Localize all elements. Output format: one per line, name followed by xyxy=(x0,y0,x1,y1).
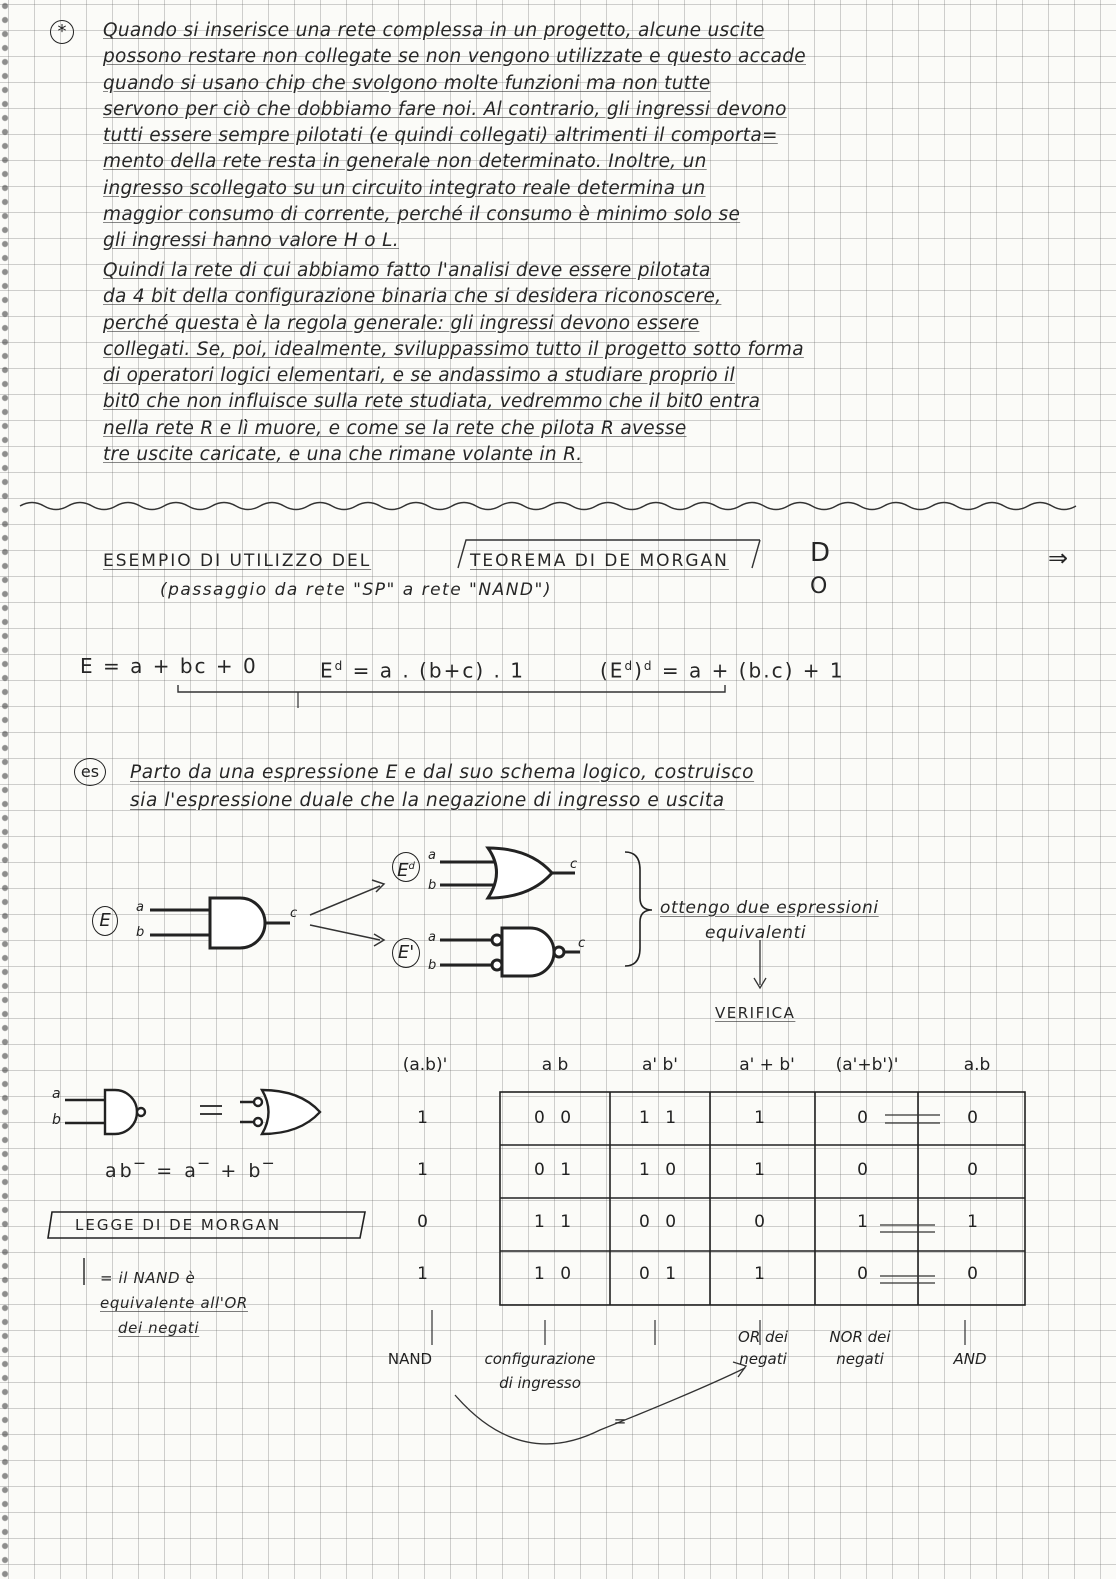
text-line: mento della rete resta in generale non determinato. Inoltre, un xyxy=(103,151,707,173)
text-line: maggior consumo di corrente, perché il consumo è minimo solo se xyxy=(103,204,741,226)
es-line-2: sia l'espressione duale che la negazione di ingresso e uscita xyxy=(130,790,725,811)
text-line: gli ingressi hanno valore H o L. xyxy=(103,230,399,252)
nand-output-c: c xyxy=(578,936,586,951)
split-arrows xyxy=(310,886,380,940)
edd-sup2: d xyxy=(643,659,654,673)
text-line: tutti essere sempre pilotati (e quindi collegati) altrimenti il comporta= xyxy=(103,125,778,147)
foot-nand: NAND xyxy=(387,1350,433,1368)
cell-a-b: 1 1 xyxy=(533,1212,577,1232)
dual-rhs: = a . (b+c) . 1 xyxy=(352,658,525,683)
cell-a-b: 1 0 xyxy=(533,1264,577,1284)
cell-a-b-neg: 0 1 xyxy=(638,1264,682,1284)
circuit-e-dual-label xyxy=(392,852,420,882)
header-a-b-negated: a' b' xyxy=(642,1055,678,1075)
cell-a-b-neg: 1 0 xyxy=(638,1160,682,1180)
circuit-e-label xyxy=(92,906,118,936)
cell-and: 0 xyxy=(967,1160,983,1180)
foot-or-2: negati xyxy=(739,1350,787,1368)
margin-glyph-top: D xyxy=(810,538,831,568)
law-note-line-1: = il NAND è xyxy=(100,1269,196,1287)
wavy-separator xyxy=(20,503,1076,510)
or-output-c: c xyxy=(570,857,578,872)
ed-label-sup: d xyxy=(408,861,415,872)
cell-and: 0 xyxy=(967,1108,983,1128)
nand-cell: 1 xyxy=(417,1160,433,1180)
expression-e: E = a + bc + 0 xyxy=(80,654,258,678)
law-note-line-3: dei negati xyxy=(118,1319,200,1337)
text-line: bit0 che non influisce sulla rete studiata, vedremmo che il bit0 entra xyxy=(103,391,761,413)
text-line: possono restare non collegate se non vengono utilizzate e questo accade xyxy=(103,46,806,68)
side-gate-input-a: a xyxy=(52,1086,61,1102)
header-nor-negated: (a'+b')' xyxy=(835,1055,899,1075)
text-line: da 4 bit della configurazione binaria che si desidera riconoscere, xyxy=(103,286,722,308)
and-output-c: c xyxy=(290,906,298,921)
text-line: perché questa è la regola generale: gli ingressi devono essere xyxy=(103,312,700,334)
nand-cell: 0 xyxy=(417,1212,433,1232)
e-label-text: E xyxy=(99,910,111,931)
cell-a-b: 0 1 xyxy=(533,1160,577,1180)
side-or-gate-negated xyxy=(240,1090,320,1134)
e-symbol: E xyxy=(320,658,335,683)
cell-a-b-neg: 1 1 xyxy=(638,1108,682,1128)
header-nand: (a.b)' xyxy=(402,1055,448,1075)
nand-gate-e-prime xyxy=(440,928,580,976)
nand-input-a: a xyxy=(428,930,436,945)
text-line: collegati. Se, poi, idealmente, sviluppassimo tutto il progetto sotto forma xyxy=(103,338,804,360)
header-a-b: a b xyxy=(541,1055,569,1075)
dual-sup: d xyxy=(334,659,345,673)
edd-sup1: d xyxy=(624,659,635,673)
foot-nor-2: negati xyxy=(836,1350,884,1368)
margin-glyph-bottom: O xyxy=(810,574,828,599)
text-line: quando si usano chip che svolgono molte funzioni ma non tutte xyxy=(103,72,711,94)
cell-a-b-neg: 0 0 xyxy=(638,1212,682,1232)
foot-config-2: di ingresso xyxy=(499,1374,581,1392)
text-line: nella rete R e lì muore, e come se la rete che pilota R avesse xyxy=(103,417,687,439)
edd-rhs: = a + (b.c) + 1 xyxy=(661,658,845,683)
cell-or-neg: 1 xyxy=(754,1264,770,1284)
text-line: Quando si inserisce una rete complessa in un progetto, alcune uscite xyxy=(103,20,765,41)
text-line: tre uscite caricate, e una che rimane volante in R. xyxy=(103,444,583,466)
or-input-b: b xyxy=(428,878,437,893)
brace-note-line-2: equivalenti xyxy=(705,923,807,943)
de-morgan-law-label: LEGGE DI DE MORGAN xyxy=(75,1216,282,1234)
cell-or-neg: 1 xyxy=(754,1108,770,1128)
header-and: a.b xyxy=(963,1055,991,1075)
foot-and: AND xyxy=(953,1350,987,1368)
cell-nor-neg: 0 xyxy=(857,1108,873,1128)
side-nand-gate xyxy=(65,1090,145,1134)
cell-nor-neg: 0 xyxy=(857,1160,873,1180)
asterisk-glyph: * xyxy=(57,21,67,42)
foot-equals: = xyxy=(613,1412,627,1430)
or-input-a: a xyxy=(428,848,436,863)
de-morgan-theorem-label: TEOREMA DI DE MORGAN xyxy=(470,551,729,571)
cell-or-neg: 0 xyxy=(754,1212,770,1232)
text-line: servono per ciò che dobbiamo fare noi. Al contrario, gli ingressi devono xyxy=(103,98,787,120)
foot-config-1: configurazione xyxy=(484,1350,596,1368)
theorem-frame xyxy=(458,540,760,568)
ep-label-text: E' xyxy=(397,942,415,963)
side-gate-input-b: b xyxy=(52,1112,61,1128)
nand-cell: 1 xyxy=(417,1264,433,1284)
or-gate-e-dual xyxy=(440,848,578,898)
verifica-label: VERIFICA xyxy=(715,1004,796,1022)
foot-nor-1: NOR dei xyxy=(829,1328,891,1346)
right-brace xyxy=(625,852,652,966)
continue-arrow: ⇒ xyxy=(1048,544,1069,572)
cell-nor-neg: 1 xyxy=(857,1212,873,1232)
brace-note-line-1: ottengo due espressioni xyxy=(660,898,879,918)
cell-nor-neg: 0 xyxy=(857,1264,873,1284)
cell-and: 1 xyxy=(967,1212,983,1232)
cell-and: 0 xyxy=(967,1264,983,1284)
nand-input-b: b xyxy=(428,958,437,973)
ed-label-text: E xyxy=(397,860,409,881)
text-line: Quindi la rete di cui abbiamo fatto l'analisi deve essere pilotata xyxy=(103,260,711,281)
edd-mid: ) xyxy=(634,658,644,683)
nand-cell: 1 xyxy=(417,1108,433,1128)
example-subtitle: (passaggio da rete "SP" a rete "NAND") xyxy=(160,580,552,600)
header-or-negated: a' + b' xyxy=(739,1055,795,1075)
edd-lhs: (E xyxy=(600,658,625,683)
text-line: di operatori logici elementari, e se andassimo a studiare proprio il xyxy=(103,365,735,387)
text-line: ingresso scollegato su un circuito integrato reale determina un xyxy=(103,177,706,199)
and-gate-e xyxy=(150,898,290,948)
and-input-b: b xyxy=(136,925,145,940)
cell-or-neg: 1 xyxy=(754,1160,770,1180)
and-input-a: a xyxy=(136,900,144,915)
foot-or-1: OR dei xyxy=(738,1328,788,1346)
es-badge-text: es xyxy=(80,762,100,781)
cell-a-b: 0 0 xyxy=(533,1108,577,1128)
circuit-e-prime-label xyxy=(392,938,420,968)
nand-equals-or-negated: ab‾ = a‾ + b‾ xyxy=(105,1160,276,1182)
example-title-prefix: ESEMPIO DI UTILIZZO DEL xyxy=(103,551,372,571)
law-note-line-2: equivalente all'OR xyxy=(100,1294,248,1312)
es-line-1: Parto da una espressione E e dal suo schema logico, costruisco xyxy=(130,762,755,783)
